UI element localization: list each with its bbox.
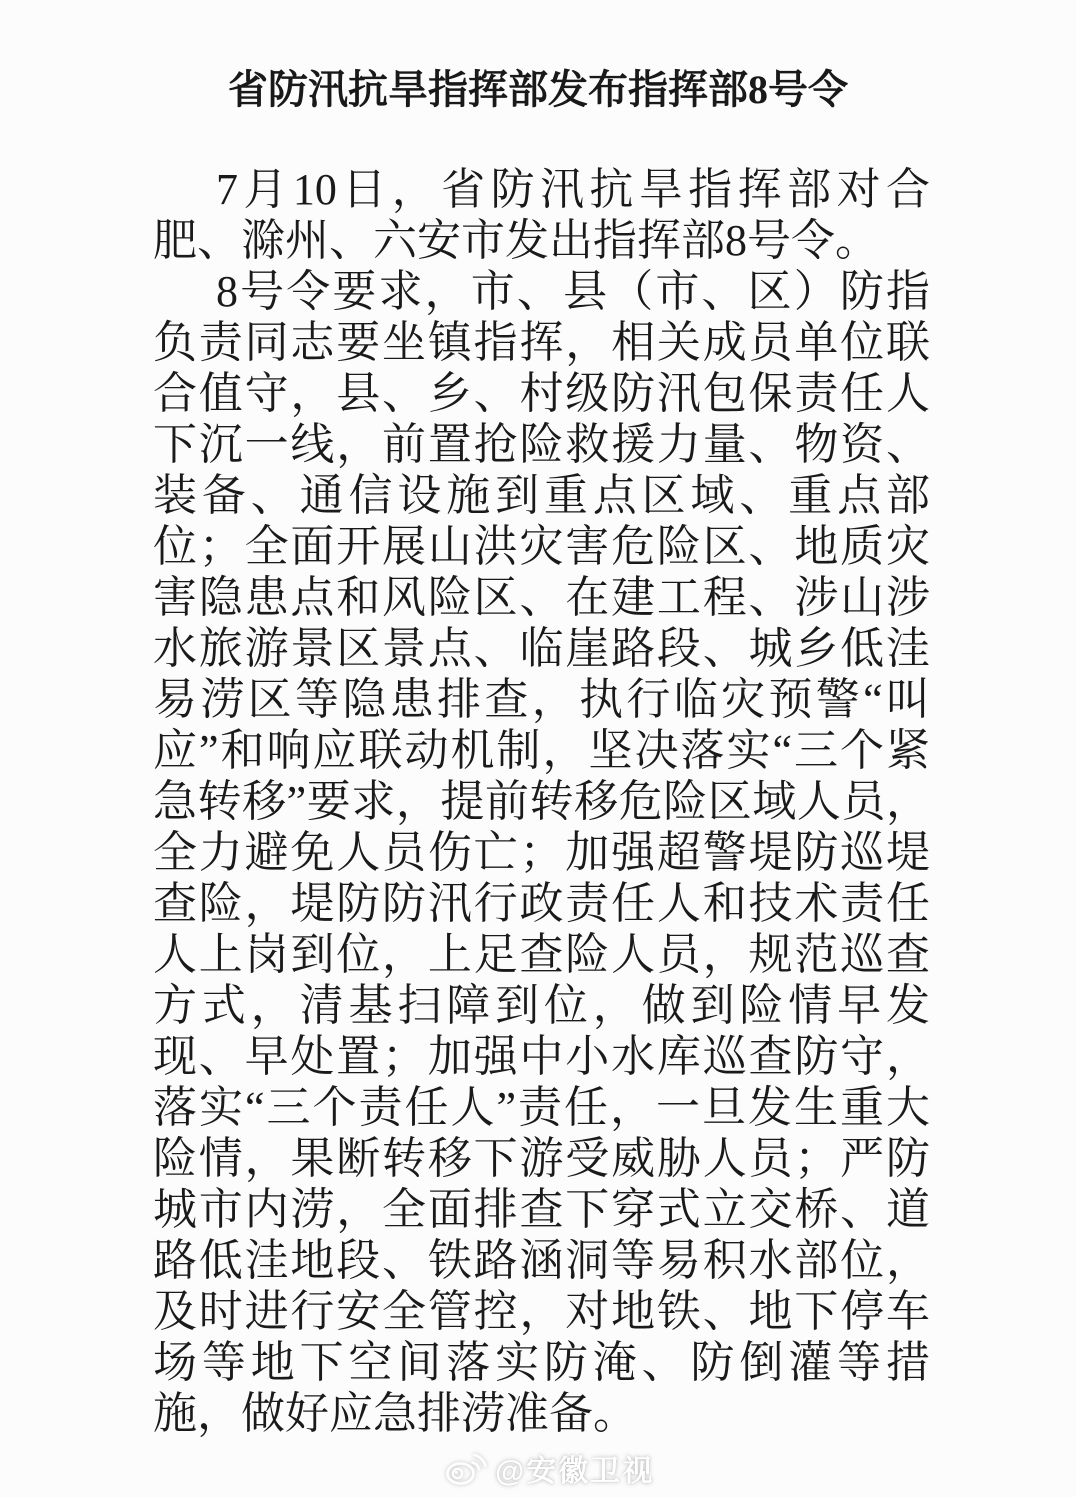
text-line: 8号令要求，市、县（市、区）防指 xyxy=(216,267,930,316)
text-line: 负责同志要坐镇指挥，相关成员单位联 xyxy=(153,318,930,367)
text-line: 城市内涝，全面排查下穿式立交桥、道 xyxy=(153,1185,930,1234)
text-line: 下沉一线，前置抢险救援力量、物资、 xyxy=(153,420,930,469)
text-line: 人上岗到位，上足查险人员，规范巡查 xyxy=(153,930,930,979)
text-line: 及时进行安全管控，对地铁、地下停车 xyxy=(153,1287,930,1336)
text-line: 场等地下空间落实防淹、防倒灌等措 xyxy=(153,1338,930,1387)
weibo-icon xyxy=(444,1448,488,1488)
text-line: 应”和响应联动机制，坚决落实“三个紧 xyxy=(153,726,930,775)
text-line: 方式，清基扫障到位，做到险情早发 xyxy=(153,981,930,1030)
text-line: 装备、通信设施到重点区域、重点部 xyxy=(153,471,930,520)
document-title: 省防汛抗旱指挥部发布指挥部8号令 xyxy=(228,67,848,112)
text-line: 急转移”要求，提前转移危险区域人员， xyxy=(153,777,930,826)
watermark xyxy=(444,1446,654,1490)
document-body xyxy=(153,164,930,1439)
text-line: 7月10日，省防汛抗旱指挥部对合 xyxy=(216,165,930,214)
text-line: 肥、滁州、六安市发出指挥部8号令。 xyxy=(153,216,879,265)
text-line: 合值守，县、乡、村级防汛包保责任人 xyxy=(153,369,930,418)
text-line: 现、早处置；加强中小水库巡查防守， xyxy=(153,1032,930,1081)
text-line: 水旅游景区景点、临崖路段、城乡低洼 xyxy=(153,624,930,673)
text-line: 全力避免人员伤亡；加强超警堤防巡堤 xyxy=(153,828,930,877)
text-line: 施，做好应急排涝准备。 xyxy=(153,1389,637,1438)
text-line: 易涝区等隐患排查，执行临灾预警“叫 xyxy=(153,675,930,724)
text-line: 查险，堤防防汛行政责任人和技术责任 xyxy=(153,879,930,928)
text-line: 路低洼地段、铁路涵洞等易积水部位， xyxy=(153,1236,930,1285)
text-line: 落实“三个责任人”责任，一旦发生重大 xyxy=(153,1083,930,1132)
text-line: 害隐患点和风险区、在建工程、涉山涉 xyxy=(153,573,930,622)
text-line: 位；全面开展山洪灾害危险区、地质灾 xyxy=(153,522,930,571)
text-line: 险情，果断转移下游受威胁人员；严防 xyxy=(153,1134,930,1183)
watermark-handle: @安徽卫视 xyxy=(495,1455,655,1488)
